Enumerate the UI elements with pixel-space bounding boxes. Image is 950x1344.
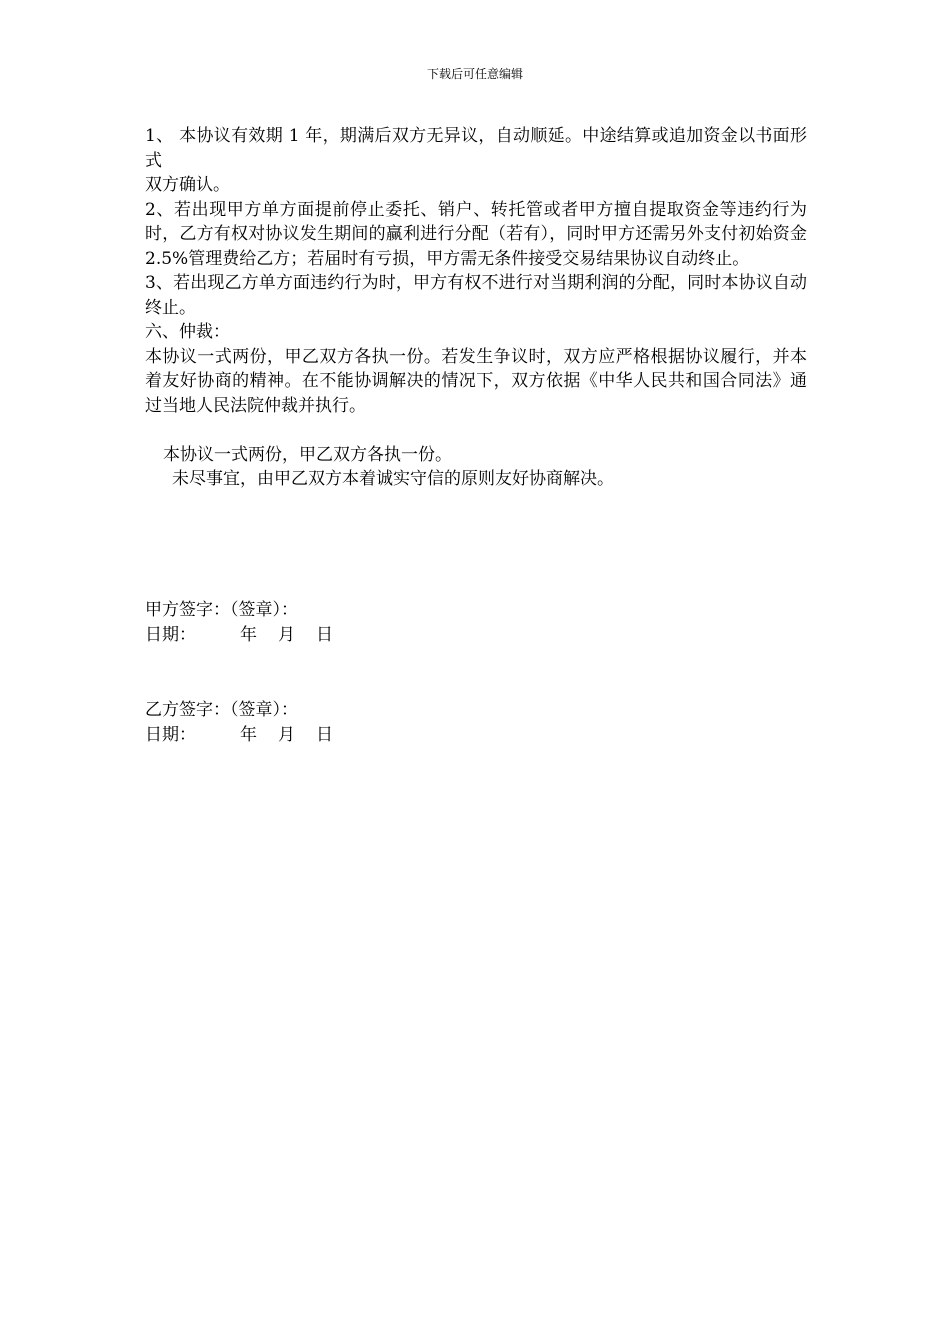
closing-copies: 本协议一式两份，甲乙双方各执一份。 [163, 444, 452, 465]
party-a-year: 年 [240, 624, 257, 645]
party-a-date-label: 日期： [145, 624, 196, 645]
header-note: 下载后可任意编辑 [426, 67, 523, 81]
party-b-signature-block [145, 698, 354, 747]
party-b-signature-label: 乙方签字：（签章）： [145, 700, 298, 720]
party-a-signature-label: 甲方签字：（签章）： [145, 600, 298, 620]
clause-2: 2、若出现甲方单方面提前停止委托、销户、转托管或者甲方擅自提取资金等违约行为时，乙方有权对协议发生期间的赢利进行分配（若有），同时甲方还需另外支付初始资金 2.5%管理费给乙方；若届时有亏损，甲方需无条件接受交易结果协议自动终止。 [145, 199, 807, 269]
party-a-date-row [145, 623, 354, 648]
party-a-signature-block [145, 598, 354, 647]
blank-line [145, 418, 807, 443]
agreement-body [145, 124, 807, 492]
arbitration-heading: 六、仲裁： [145, 322, 230, 342]
closing-matters: 未尽事宜，由甲乙双方本着诚实守信的原则友好协商解决。 [172, 469, 614, 489]
party-b-date-label: 日期： [145, 724, 196, 745]
party-a-month: 月 [278, 624, 295, 645]
clause-3: 3、若出现乙方单方面违约行为时，甲方有权不进行对当期利润的分配，同时本协议自动终止。 [145, 273, 807, 318]
party-b-date-row [145, 723, 354, 748]
clause-1-line-1: 1、 本协议有效期 1 年，期满后双方无异议，自动顺延。中途结算或追加资金以书面形式 [145, 126, 807, 171]
party-b-year: 年 [240, 724, 257, 745]
party-b-month: 月 [278, 724, 295, 745]
party-a-day: 日 [316, 624, 333, 645]
clause-1-line-2: 双方确认。 [145, 175, 230, 195]
party-b-day: 日 [316, 724, 333, 745]
arbitration-text: 本协议一式两份，甲乙双方各执一份。若发生争议时，双方应严格根据协议履行，并本着友好协商的精神。在不能协调解决的情况下，双方依据《中华人民共和国合同法》通过当地人民法院仲裁并执行。 [145, 346, 807, 416]
